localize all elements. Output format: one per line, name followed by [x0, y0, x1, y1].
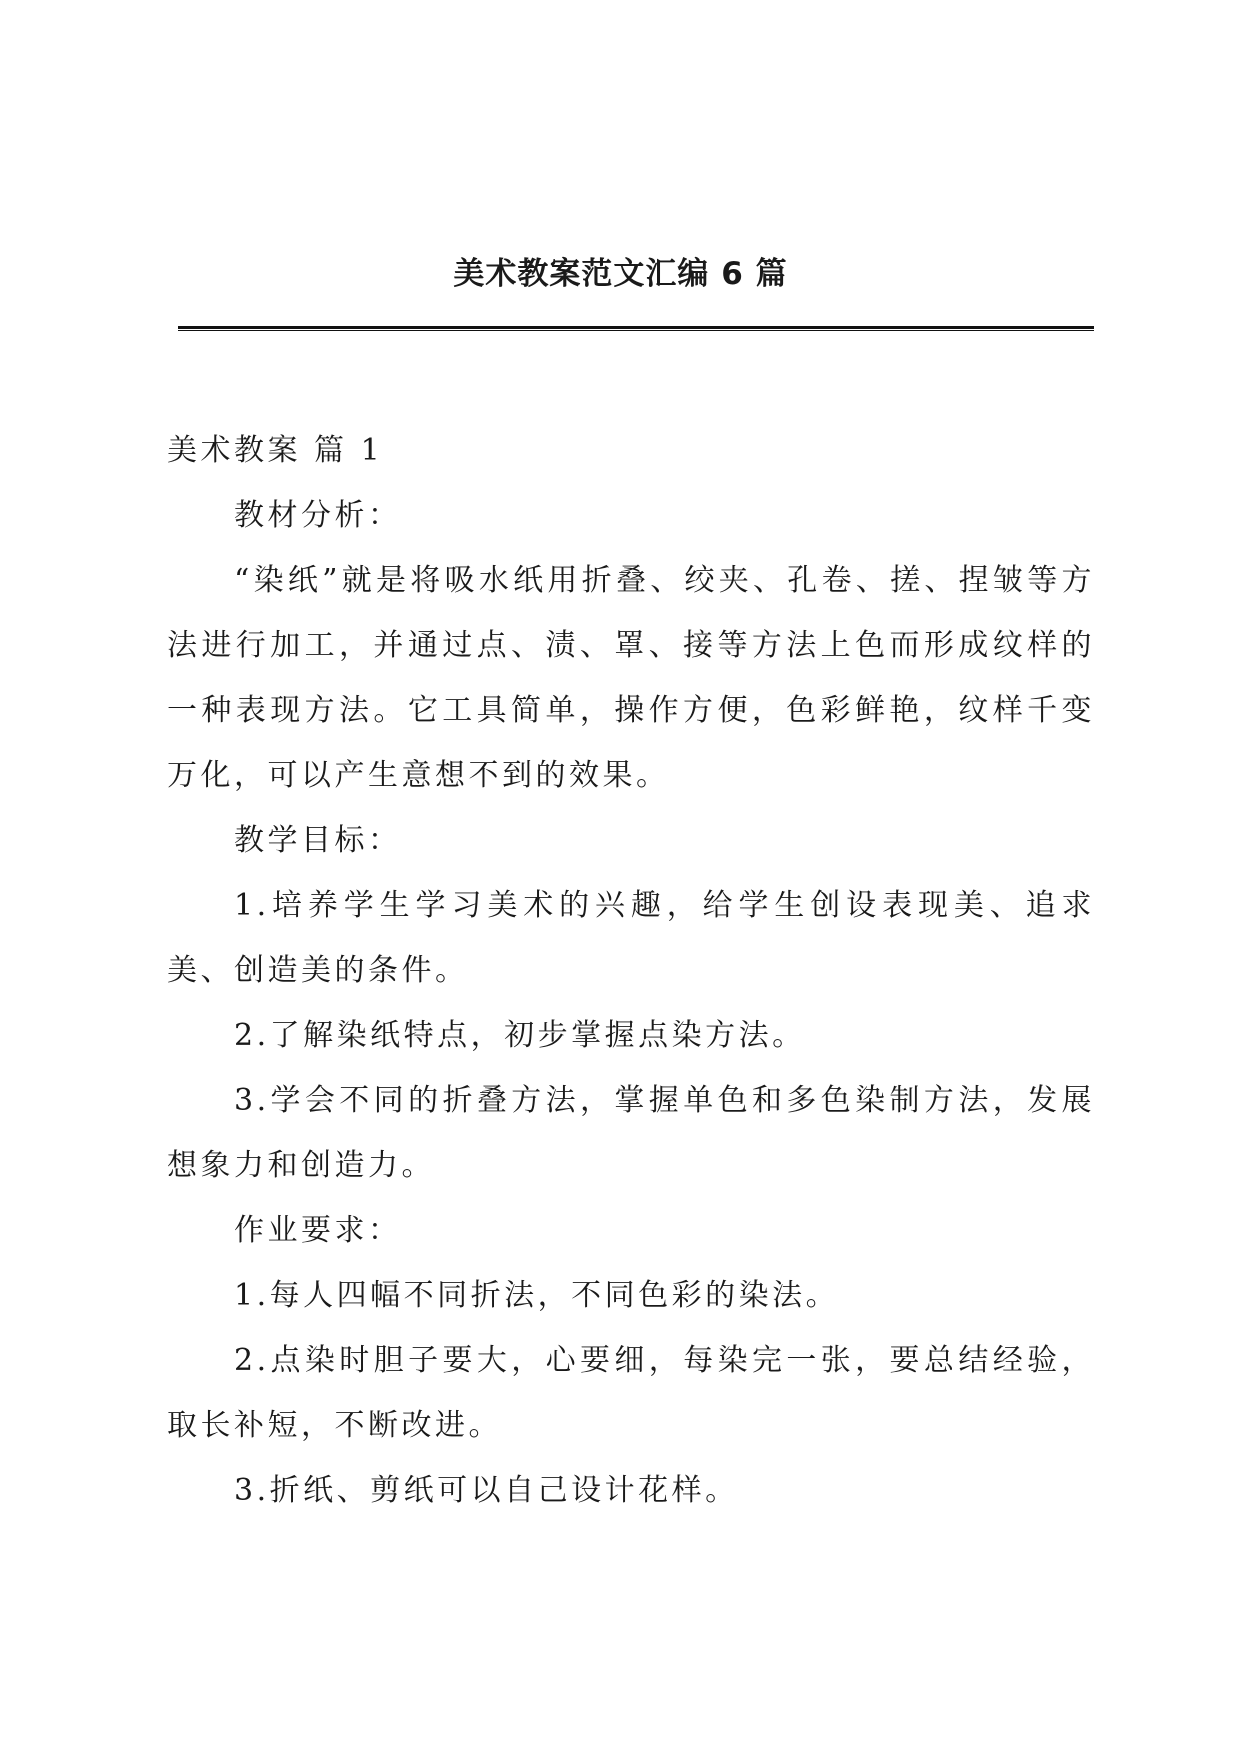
document-body	[167, 418, 1095, 1523]
subheading-assignment-requirements: 作业要求：	[234, 1213, 402, 1248]
section-heading: 美术教案 篇 1	[167, 433, 384, 468]
document-title: 美术教案范文汇编 6 篇	[453, 256, 788, 292]
goal-item-2: 2.了解染纸特点，初步掌握点染方法。	[234, 1018, 806, 1053]
subheading-teaching-goals: 教学目标：	[234, 823, 402, 858]
goal-item-1: 1.培养学生学习美术的兴趣，给学生创设表现美、追求美、创造美的条件。	[167, 888, 1095, 988]
requirement-item-2: 2.点染时胆子要大，心要细，每染完一张，要总结经验，取长补短，不断改进。	[167, 1343, 1095, 1443]
goal-item-3: 3.学会不同的折叠方法，掌握单色和多色染制方法，发展想象力和创造力。	[167, 1083, 1095, 1183]
subheading-material-analysis: 教材分析：	[234, 498, 402, 533]
paragraph-dyed-paper-description: “染纸”就是将吸水纸用折叠、绞夹、孔卷、搓、捏皱等方法进行加工，并通过点、渍、罩、接等方法上色而形成纹样的一种表现方法。它工具简单，操作方便，色彩鲜艳，纹样千变万化，可以产生意想不到的效果。	[167, 563, 1095, 793]
requirement-item-1: 1.每人四幅不同折法，不同色彩的染法。	[234, 1278, 840, 1313]
title-double-rule	[178, 326, 1094, 331]
requirement-item-3: 3.折纸、剪纸可以自己设计花样。	[234, 1473, 739, 1508]
